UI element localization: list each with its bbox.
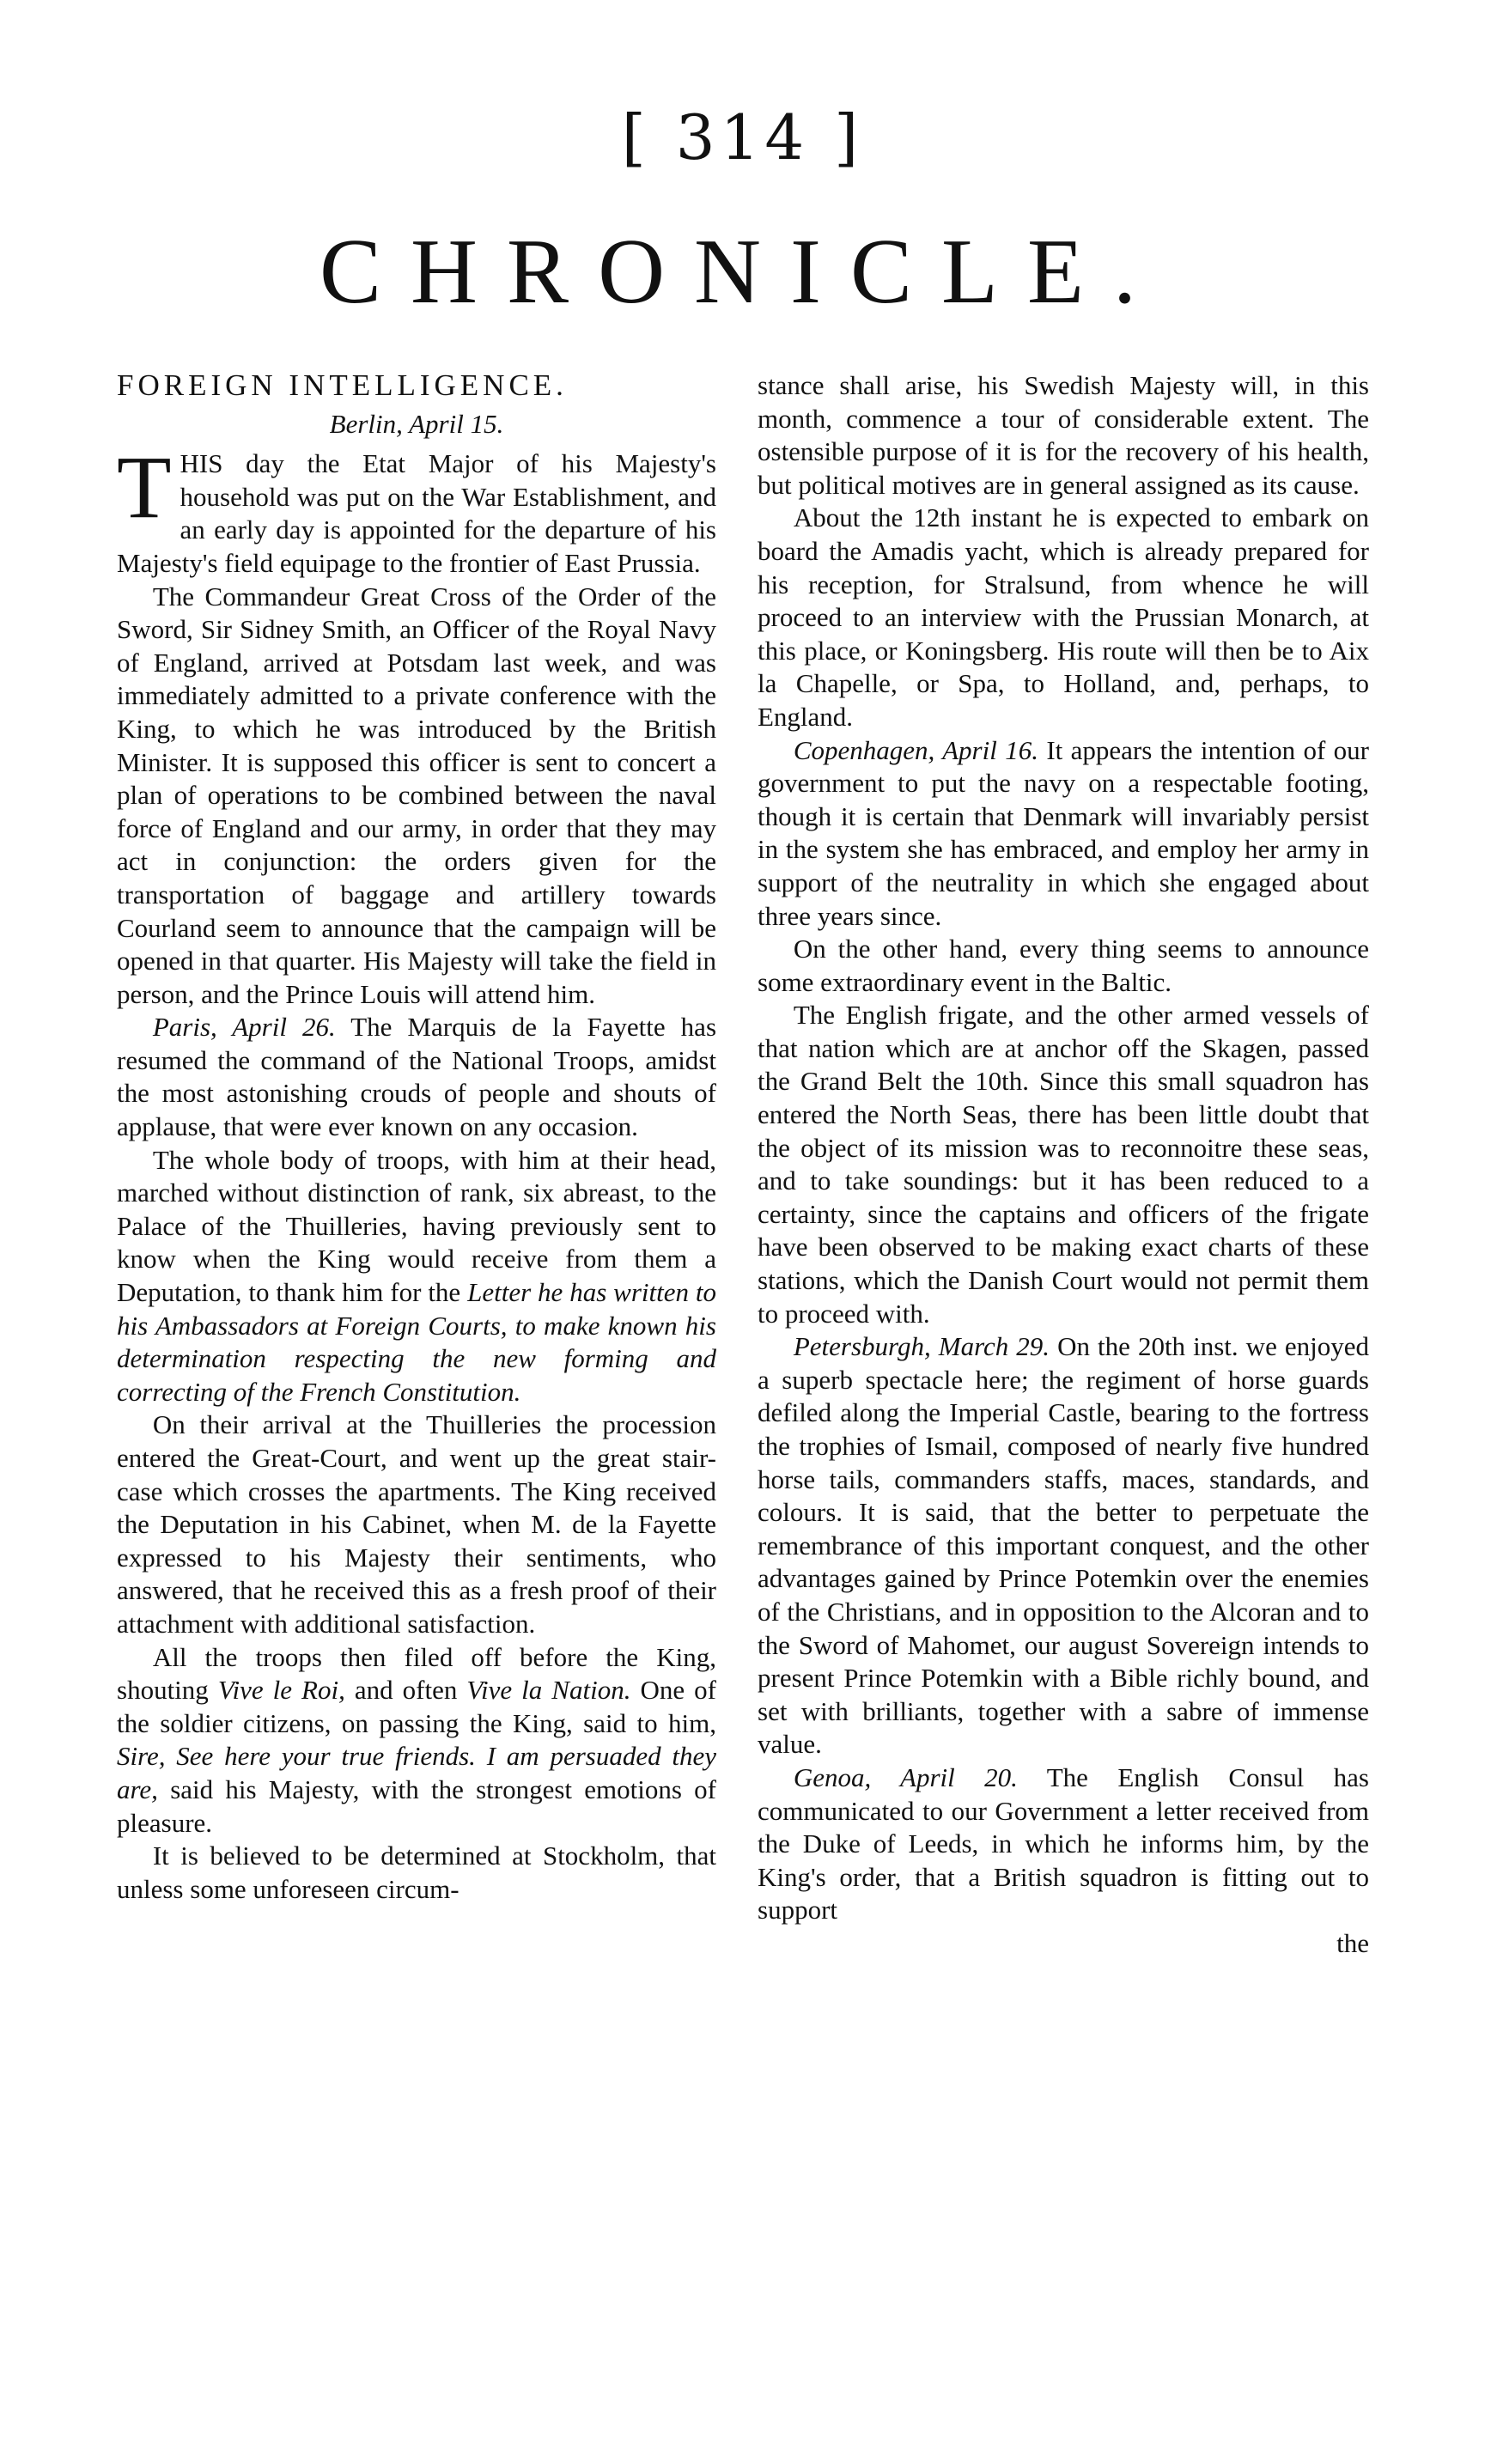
dateline-berlin: Berlin, April 15. <box>329 408 504 439</box>
italic-quote: Vive la Nation. <box>466 1675 631 1706</box>
paragraph-text: One of the soldier citizens, on passing the King, said to him, <box>117 1675 716 1738</box>
paragraph-text: On the 20th inst. we enjoyed a superb spectacle here; the regiment of horse guards defiled along the Imperial Castle, bearing to the fortress the trophies of Ismail, composed of nearly five hundred horse tails, commanders staffs, maces, standards, and colours. It is said, that the better to perpetuate the remembrance of this important conquest, and the other advantages gained by Prince Potemkin over the enemies of the Christians, and in opposition to the Alcoran and to the Sword of Mahomet, our august Sovereign intends to present Prince Potemkin with a Bible richly bound, and set with brilliants, together with a sabre of immense value. <box>758 1331 1369 1760</box>
article-paragraph <box>758 1761 1369 1927</box>
article-paragraph <box>758 734 1369 934</box>
paragraph-text: All the troops then filed off before the King, shouting <box>117 1641 716 1706</box>
article-paragraph: The English frigate, and the other armed vessels of that nation which are at anchor off the Skagen, passed the Grand Belt the 10th. Since this small squadron has entered the North Seas, there has been little doubt that the object of its mission was to reconnoitre these seas, and to take soundings: but it has been reduced to a certainty, since the captains and officers of the frigate have been observed to be making exact charts of these stations, which the Danish Court would not permit them to proceed with. <box>758 1000 1369 1329</box>
article-paragraph: On their arrival at the Thuilleries the procession entered the Great-Court, and went up the great stair-case which crosses the apartments. The King received the Deputation in his Cabinet, when M. de la Fayette expressed to his Majesty their sentiments, who answered, that he received this as a fresh proof of their attachment with additional satisfaction. <box>117 1409 716 1639</box>
article-paragraph: On the other hand, every thing seems to announce some extraordinary event in the Baltic. <box>758 934 1369 997</box>
dateline-paris: Paris, April 26. <box>152 1012 336 1043</box>
paragraph-text: The English Consul has communicated to our Government a letter received from the Duke of Leeds, in which he informs him, by the King's order, that a British squadron is fitting out to support <box>758 1761 1369 1926</box>
dateline-copenhagen: Copenhagen, April 16. <box>793 734 1038 765</box>
paragraph-text: HIS day the Etat Major of his Majesty's household was put on the War Establishment, and an early day is appointed for the departure of his Majesty's field equipage to the frontier of East Prussia. <box>117 448 716 578</box>
page-title: CHRONICLE. <box>320 221 1165 323</box>
article-paragraph <box>117 438 716 580</box>
paragraph-text: and often <box>354 1675 458 1706</box>
drop-cap: T <box>117 438 172 538</box>
right-column <box>758 369 1369 1961</box>
italic-quote: Letter he has written to his Ambassadors at Foreign Courts, to make known his determination respecting the new forming and correcting of the French Constitution. <box>117 1277 717 1407</box>
article-paragraph <box>117 1144 716 1409</box>
article-paragraph <box>758 1330 1369 1761</box>
paragraph-text: The Marquis de la Fayette has resumed the command of the National Troops, amidst the most astonishing crouds of people and shouts of applause, that were ever known on any occasion. <box>117 1012 717 1142</box>
article-paragraph: The Commandeur Great Cross of the Order of the Sword, Sir Sidney Smith, an Officer of the Royal Navy of England, arrived at Potsdam last week, and was immediately admitted to a private conference with the King, to which he was introduced by the British Minister. It is supposed this officer is sent to concert a plan of operations to be combined between the naval force of England and our army, in order that they may act in conjunction: the orders given for the transportation of baggage and artillery towards Courland seem to announce that the campaign will be opened in that quarter. His Majesty will take the field in person, and the Prince Louis will attend him. <box>117 581 716 1009</box>
paragraph-text: said his Majesty, with the strongest emotions of pleasure. <box>117 1773 716 1838</box>
dateline-petersburgh: Petersburgh, March 29. <box>793 1331 1050 1362</box>
article-paragraph: About the 12th instant he is expected to embark on board the Amadis yacht, which is already prepared for his reception, for Stralsund, from whence he will proceed to an interview with the Prussian Monarch, at this place, or Koningsberg. His route will then be to Aix la Chapelle, or Spa, to Holland, and, perhaps, to England. <box>758 502 1369 732</box>
left-column <box>117 369 716 1906</box>
dateline-genoa: Genoa, April 20. <box>793 1761 1018 1792</box>
article-paragraph: It is believed to be determined at Stockholm, that unless some unforeseen circum- <box>117 1840 716 1904</box>
page-number: [ 314 ] <box>621 101 864 173</box>
paragraph-text: It appears the intention of our government to put the navy on a respectable footing, though it is certain that Denmark will invariably persist in the system she has embraced, and employ her army in support of the neutrality in which she engaged about three years since. <box>758 734 1369 931</box>
italic-quote: Vive le Roi, <box>217 1675 345 1706</box>
catchword: the <box>1336 1927 1369 1958</box>
paragraph-text: The whole body of troops, with him at their head, marched without distinction of rank, six abreast, to the Palace of the Thuilleries, having previously sent to know when the King would receive from them a Deputation, to thank him for the <box>117 1144 716 1308</box>
article-paragraph <box>117 1641 716 1840</box>
article-paragraph <box>117 1011 716 1143</box>
article-paragraph: stance shall arise, his Swedish Majesty will, in this month, commence a tour of considerable extent. The ostensible purpose of it is for the recovery of his health, but political motives are in general assigned as its cause. <box>758 370 1369 500</box>
section-heading: FOREIGN INTELLIGENCE. <box>117 368 568 402</box>
italic-quote: Sire, See here your true friends. I am persuaded they are, <box>117 1741 716 1804</box>
